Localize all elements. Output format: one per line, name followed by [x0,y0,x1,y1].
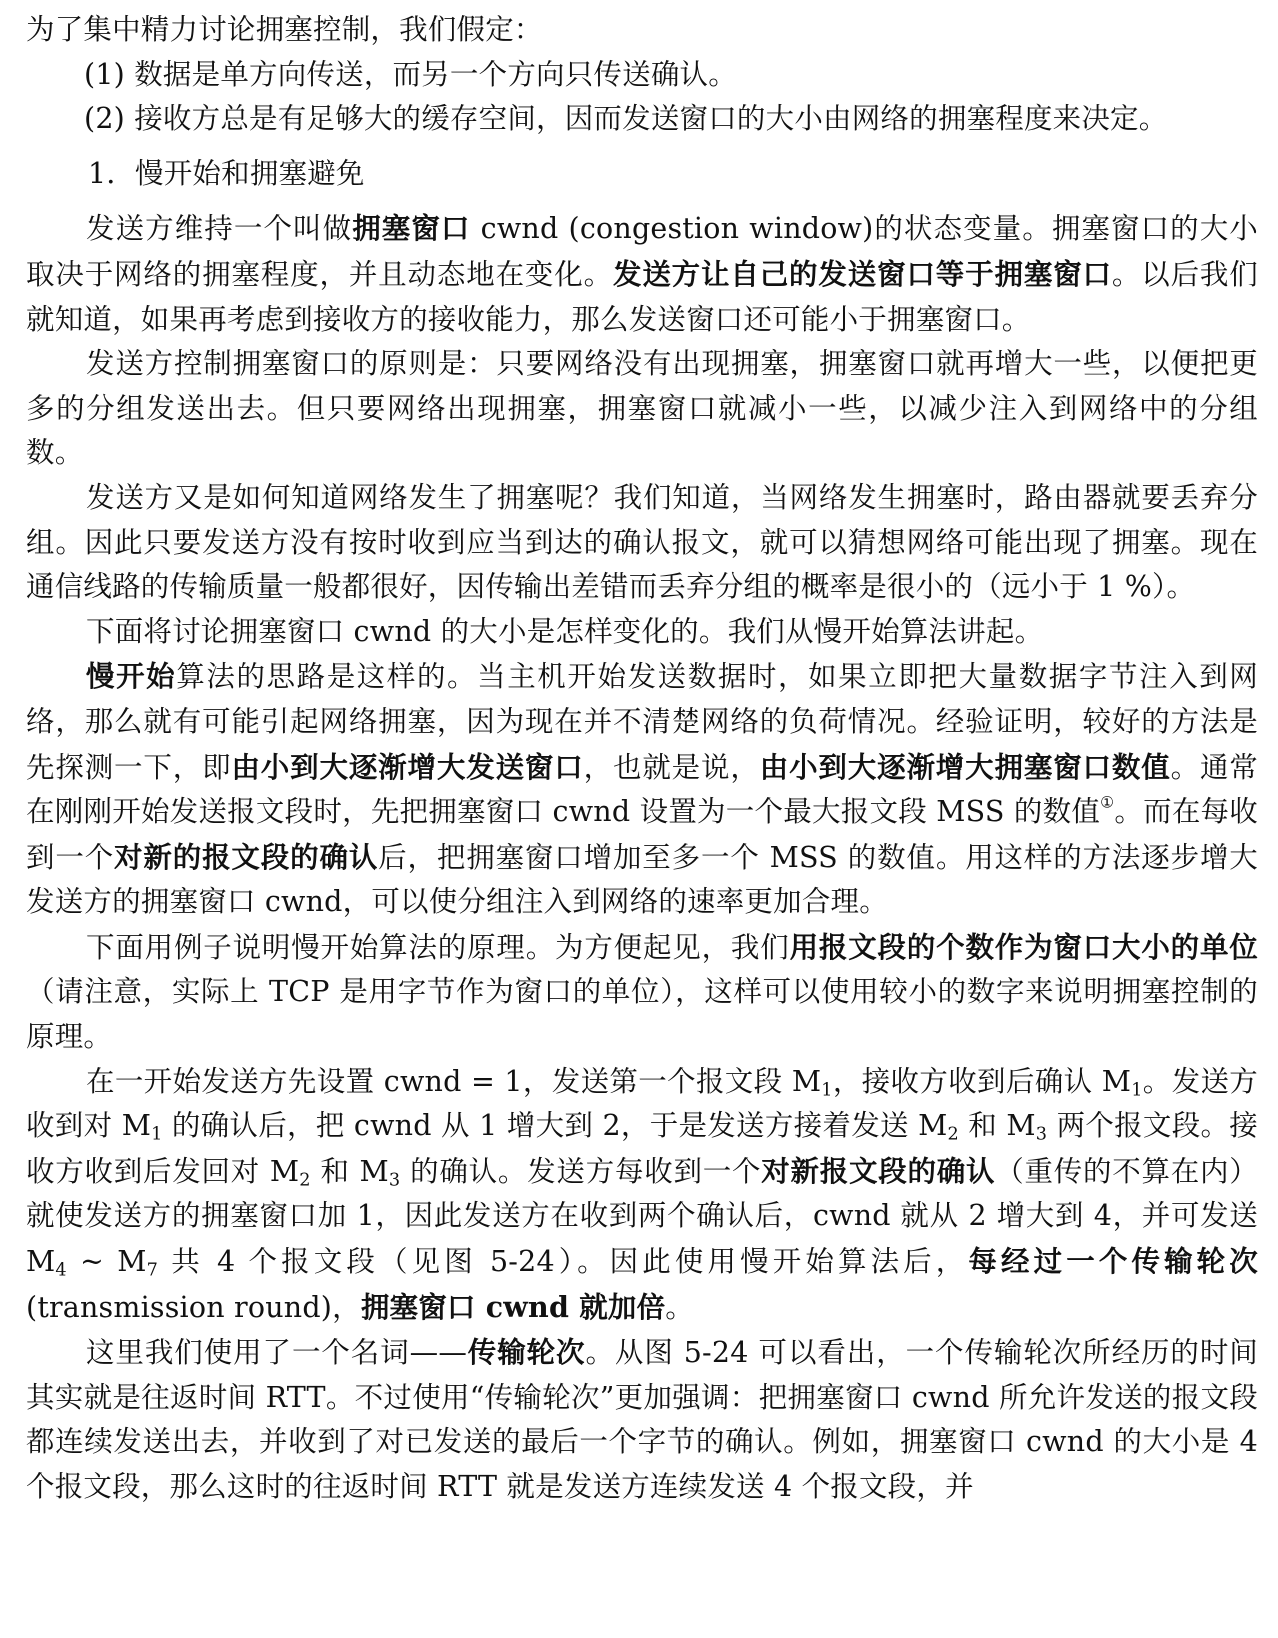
document-page [26,8,1258,1510]
assumption-1: (1) 数据是单方向传送，而另一个方向只传送确认。 [84,57,737,91]
paragraph-slow-start-idea: 慢开始算法的思路是这样的。当主机开始发送数据时，如果立即把大量数据字节注入到网络，那么就有可能引起网络拥塞，因为现在并不清楚网络的负荷情况。经验证明，较好的方法是先探测一下，即由小到大逐渐增大发送窗口，也就是说，由小到大逐渐增大拥塞窗口数值。通常在刚刚开始发送报文段时，先把拥塞窗口 cwnd 设置为一个最大报文段 MSS 的数值①。而在每收到一个对新的报文段的确认后，把拥塞窗口增加至多一个 MSS 的数值。用这样的方法逐步增大发送方的拥塞窗口 cwnd，可以使分组注入到网络的速率更加合理。 [26,659,1259,919]
footnote-mark: ① [1100,792,1115,812]
paragraph-congestion-detection: 发送方又是如何知道网络发生了拥塞呢？我们知道，当网络发生拥塞时，路由器就要丢弃分组。因此只要发送方没有按时收到应当到达的确认报文，就可以猜想网络可能出现了拥塞。现在通信线路的传输质量一般都很好，因传输出差错而丢弃分组的概率是很小的（远小于 1 %）。 [26,480,1258,604]
section-heading: 1．慢开始和拥塞避免 [88,156,365,190]
paragraph-control-principle: 发送方控制拥塞窗口的原则是：只要网络没有出现拥塞，拥塞窗口就再增大一些，以便把更多的分组发送出去。但只要网络出现拥塞，拥塞窗口就减小一些，以减少注入到网络中的分组数。 [26,347,1258,470]
paragraph-slow-start-example: 在一开始发送方先设置 cwnd = 1，发送第一个报文段 $M_1$，接收方收到后确认 $M_1$。发送方收到对 $M_1$ 的确认后，把 cwnd 从 1 增大到 2，于是发送方接着发送 $M_2$ 和 $M_3$ 两个报文段。接收方收到后发回对 $M_2$ 和 $M_3$ 的确认。发送方每收到一个对新报文段的确认（重传的不算在内）就使发送方的拥塞窗口加 1，因此发送方在收到两个确认后，cwnd 就从 2 增大到 4，并可发送 $M_4$ ~ $M_7$ 共 4 个报文段（见图 5-24）。因此使用慢开始算法后，每经过一个传输轮次(transmission round)，拥塞窗口 cwnd 就加倍。 [26,1064,1258,1324]
paragraph-slow-start-intro: 下面将讨论拥塞窗口 cwnd 的大小是怎样变化的。我们从慢开始算法讲起。 [86,614,1044,648]
assumption-2: (2) 接收方总是有足够大的缓存空间，因而发送窗口的大小由网络的拥塞程度来决定。 [84,102,1168,136]
paragraph-transmission-round: 这里我们使用了一个名词——传输轮次。从图 5-24 可以看出，一个传输轮次所经历的时间其实就是往返时间 RTT。不过使用“传输轮次”更加强调：把拥塞窗口 cwnd 所允许发送的报文段都连续发送出去，并收到了对已发送的最后一个字节的确认。例如，拥塞窗口 cwnd 的大小是 4 个报文段，那么这时的往返时间 RTT 就是发送方连续发送 4 个报文段，并 [26,1335,1258,1503]
intro-line: 为了集中精力讨论拥塞控制，我们假定： [26,13,543,46]
paragraph-cwnd-definition: 发送方维持一个叫做拥塞窗口 cwnd (congestion window)的状态变量。拥塞窗口的大小取决于网络的拥塞程度，并且动态地在变化。发送方让自己的发送窗口等于拥塞窗口。以后我们就知道，如果再考虑到接收方的接收能力，那么发送窗口还可能小于拥塞窗口。 [26,211,1258,336]
paragraph-window-unit: 下面用例子说明慢开始算法的原理。为方便起见，我们用报文段的个数作为窗口大小的单位（请注意，实际上 TCP 是用字节作为窗口的单位），这样可以使用较小的数字来说明拥塞控制的原理。 [26,929,1258,1054]
